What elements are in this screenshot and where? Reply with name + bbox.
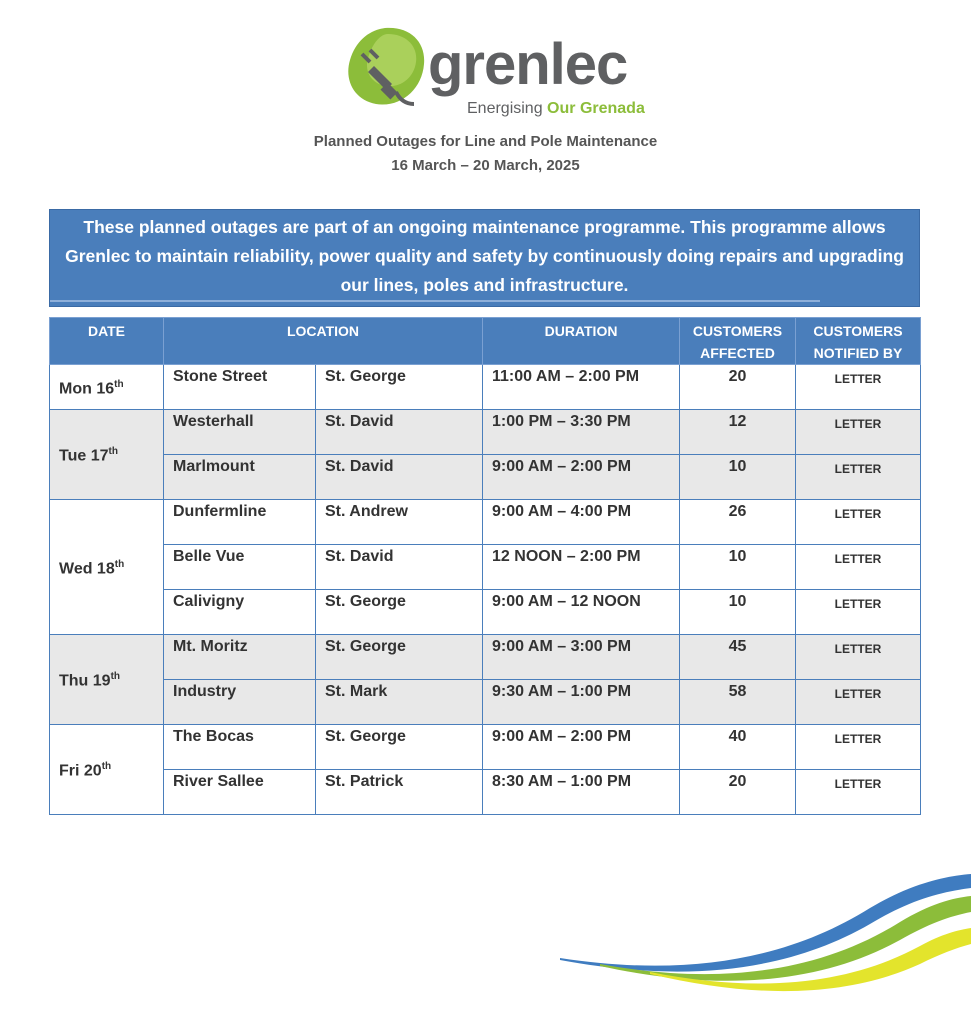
area-cell: Stone Street	[164, 365, 316, 410]
header-customers-notified-line2: NOTIFIED BY	[813, 345, 903, 361]
date-cell	[50, 365, 164, 410]
date-label: Tue 17	[59, 447, 109, 465]
info-banner-text: These planned outages are part of an ongoing maintenance programme. This programme allows Grenlec to maintain reliability, power quality and safety by continuously doing repairs and upgrading our lines, poles and infrastructure.	[65, 217, 904, 295]
date-cell	[50, 410, 164, 500]
duration-cell: 8:30 AM – 1:00 PM	[483, 770, 680, 815]
parish-cell: St. Patrick	[316, 770, 483, 815]
customers-notified-cell: LETTER	[796, 455, 921, 500]
parish-cell: St. George	[316, 725, 483, 770]
customers-notified-cell: LETTER	[796, 500, 921, 545]
grenlec-logo	[340, 22, 650, 117]
duration-cell: 9:00 AM – 2:00 PM	[483, 455, 680, 500]
outages-table	[49, 317, 921, 815]
date-cell	[50, 500, 164, 635]
parish-cell: St. Andrew	[316, 500, 483, 545]
area-cell: Westerhall	[164, 410, 316, 455]
duration-cell: 1:00 PM – 3:30 PM	[483, 410, 680, 455]
parish-cell: St. David	[316, 455, 483, 500]
date-label: Wed 18	[59, 560, 115, 578]
header-location: LOCATION	[164, 318, 483, 365]
duration-cell: 9:00 AM – 2:00 PM	[483, 725, 680, 770]
table-header-row	[50, 318, 921, 365]
duration-cell: 9:30 AM – 1:00 PM	[483, 680, 680, 725]
table-row	[50, 500, 921, 545]
parish-cell: St. David	[316, 410, 483, 455]
duration-cell: 11:00 AM – 2:00 PM	[483, 365, 680, 410]
area-cell: The Bocas	[164, 725, 316, 770]
area-cell: Marlmount	[164, 455, 316, 500]
customers-notified-cell: LETTER	[796, 410, 921, 455]
area-cell: Mt. Moritz	[164, 635, 316, 680]
area-cell: Industry	[164, 680, 316, 725]
customers-notified-cell: LETTER	[796, 590, 921, 635]
customers-affected-cell: 45	[680, 635, 796, 680]
table-row	[50, 455, 921, 500]
date-suffix: th	[110, 671, 121, 683]
date-suffix: th	[108, 446, 118, 458]
area-cell: Dunfermline	[164, 500, 316, 545]
customers-notified-cell: LETTER	[796, 770, 921, 815]
table-row	[50, 635, 921, 680]
customers-affected-cell: 58	[680, 680, 796, 725]
date-label: Thu 19	[59, 672, 111, 690]
header-customers-affected	[680, 318, 796, 365]
duration-cell: 9:00 AM – 4:00 PM	[483, 500, 680, 545]
customers-affected-cell: 10	[680, 590, 796, 635]
parish-cell: St. George	[316, 635, 483, 680]
date-suffix: th	[114, 558, 125, 570]
customers-notified-cell: LETTER	[796, 680, 921, 725]
customers-affected-cell: 12	[680, 410, 796, 455]
area-cell: Calivigny	[164, 590, 316, 635]
header-customers-notified	[796, 318, 921, 365]
customers-notified-cell: LETTER	[796, 365, 921, 410]
date-suffix: th	[101, 761, 112, 773]
customers-affected-cell: 26	[680, 500, 796, 545]
page-subtitle-dates: 16 March – 20 March, 2025	[391, 157, 580, 174]
header-date: DATE	[50, 318, 164, 365]
table-row	[50, 365, 921, 410]
tagline-accent: Our Grenada	[547, 100, 645, 117]
customers-affected-cell: 20	[680, 365, 796, 410]
customers-notified-cell: LETTER	[796, 545, 921, 590]
header-duration: DURATION	[483, 318, 680, 365]
decorative-swoosh	[540, 860, 971, 1024]
page-title: Planned Outages for Line and Pole Maintenance	[313, 133, 658, 150]
parish-cell: St. George	[316, 365, 483, 410]
header-customers-affected-line2: AFFECTED	[700, 345, 775, 361]
table-row	[50, 770, 921, 815]
parish-cell: St. Mark	[316, 680, 483, 725]
date-cell	[50, 635, 164, 725]
customers-affected-cell: 40	[680, 725, 796, 770]
header-customers-affected-line1: CUSTOMERS	[692, 323, 783, 339]
area-cell: Belle Vue	[164, 545, 316, 590]
table-row	[50, 680, 921, 725]
duration-cell: 9:00 AM – 3:00 PM	[483, 635, 680, 680]
info-banner	[49, 209, 920, 307]
date-suffix: th	[114, 378, 124, 390]
date-cell	[50, 725, 164, 815]
date-label: Fri 20	[59, 762, 102, 780]
customers-notified-cell: LETTER	[796, 725, 921, 770]
brand-tagline	[467, 100, 645, 118]
customers-affected-cell: 20	[680, 770, 796, 815]
header-customers-notified-line1: CUSTOMERS	[813, 323, 903, 339]
date-label: Mon 16	[59, 380, 115, 398]
customers-affected-cell: 10	[680, 545, 796, 590]
table-row	[50, 725, 921, 770]
table-row	[50, 545, 921, 590]
parish-cell: St. David	[316, 545, 483, 590]
banner-divider	[50, 300, 820, 302]
parish-cell: St. George	[316, 590, 483, 635]
duration-cell: 9:00 AM – 12 NOON	[483, 590, 680, 635]
brand-wordmark: grenlec	[428, 32, 628, 97]
area-cell: River Sallee	[164, 770, 316, 815]
leaf-plug-icon	[340, 22, 430, 112]
duration-cell: 12 NOON – 2:00 PM	[483, 545, 680, 590]
customers-affected-cell: 10	[680, 455, 796, 500]
tagline-prefix: Energising	[467, 100, 548, 117]
table-row	[50, 410, 921, 455]
table-row	[50, 590, 921, 635]
customers-notified-cell: LETTER	[796, 635, 921, 680]
